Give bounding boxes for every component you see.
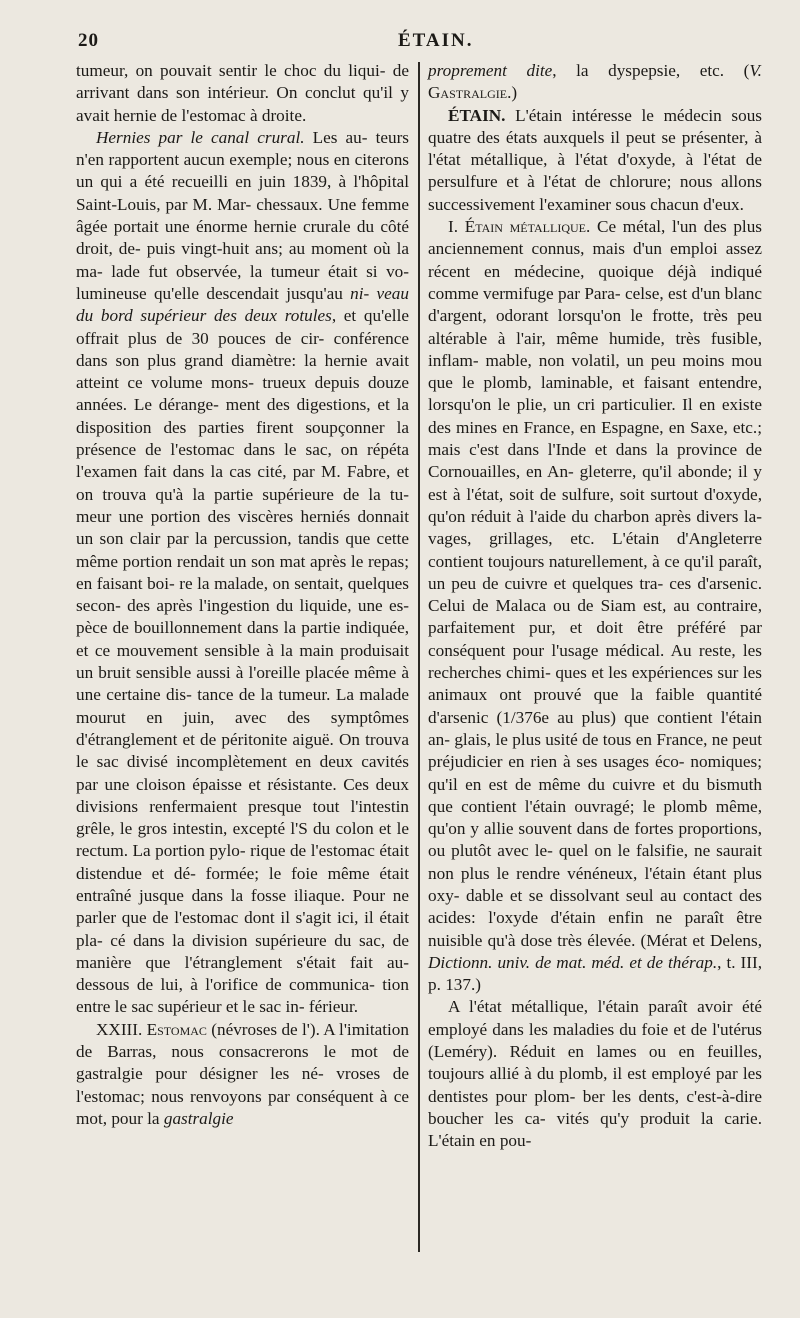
paragraph-hernie-droite-end: tumeur, on pouvait sentir le choc du liqui- de arrivant dans son intérieur. On conclut qu'il y avait hernie de l'estomac à droite.: [76, 61, 409, 125]
paragraph-hernies-crural: Hernies par le canal crural. Les au- teurs n'en rapportent aucun exemple; nous en citerons un qui a été recueilli en juin 1839, à l'hôpital Saint-Louis, par M. Mar- chessaux. Une femme âgée portait une énorme hernie crurale du côté droit, de- puis vingt-huit ans; au moment où la ma- lade fut observée, la tumeur était si vo- lumineuse qu'elle descendait jusqu'au ni- veau du bord supérieur des deux rotules, et qu'elle offrait plus de 30 pouces de cir- conférence dans son plus grand diamètre: la hernie avait atteint ce volume mons- trueux depuis douze années. Le dérange- ment des digestions, et la disposition des parties firent soupçonner la présence de l'estomac dans le sac, on répéta l'examen fait dans la cas cité, par M. Fabre, et on trouva qu'à la partie supérieure de la tu- meur une portion des viscères herniés donnait un son clair par la percussion, tandis que cette même portion rendait un son mat après le repas; en faisant boi- re la malade, on sentait, quelques secon- des après l'ingestion du liquide, une es- pèce de bouillonnement dans la partie indiquée, et ce mouvement sensible à la main produisait un bruit sensible aussi à l'oreille placée même à une certaine dis- tance de la tumeur. La malade mourut en juin, avec des symptômes d'étranglement et de péritonite aiguë. On trouva le sac divisé incomplètement en deux cavités par une cloison épaisse et résistante. Ces deux divisions renfermaient presque tout l'intestin grêle, le gros intestin, excepté l'S du colon et le rectum. La portion pylo- rique de l'estomac était distendue et dé- formée; le foie même était entraîné jusque dans la fosse iliaque. Pour ne parler que de l'estomac dont il s'agit ici, il était pla- cé dans la division supérieure du sac, de manière que l'étranglement s'était fait au- dessous de lui, à l'orifice de communica- tion entre le sac supérieur et le sac in- férieur.: [76, 127, 409, 1017]
paragraph-etain-intro: ÉTAIN. L'étain intéresse le médecin sous quatre des états auxquels il peut se présenter, à l'état métallique, à l'état d'oxyde, à l'état de persulfure et à l'état de chlorure; nous allons successivement l'examiner sous chacun d'eux.: [428, 105, 762, 214]
running-head: ÉTAIN.: [398, 30, 474, 51]
paragraph-gastralgie-ref: proprement dite, la dyspepsie, etc. (V. Gastralgie.): [428, 61, 762, 103]
page-number: 20: [78, 30, 99, 51]
column-divider: [418, 62, 420, 1252]
paragraph-etat-metallique: A l'état métallique, l'étain paraît avoir été employé dans les maladies du foie et de l'utérus (Leméry). Réduit en lames ou en feuilles, toujours allié à du plomb, il est employé par les dentistes pour plom- ber les dents, c'est-à-dire boucher les ca- vités qu'y produit la carie. L'étain en pou-: [428, 997, 762, 1151]
cross-ref-gastralgie: Gastralgie: [428, 83, 508, 103]
page-header: [78, 30, 760, 58]
paragraph-etain-metallique: I. Étain métallique. Ce métal, l'un des plus anciennement connus, mais d'un emploi assez récent en médecine, quoique déjà indiqué comme vermifuge par Para- celse, est d'un blanc d'argent, odorant lorsqu'on le frotte, très peu altérable à l'air, même humide, très fusible, inflam- mable, non volatil, un peu moins mou que le plomb, laminable, et faisant entendre, lorsqu'on le plie, un cri particulier. Il en existe des mines en France, en Espagne, en Saxe, etc.; mais c'est dans l'Inde et dans la province de Cornouailles, en An- gleterre, qu'il abonde; il y est à l'état, soit de sulfure, soit surtout d'oxyde, qu'on réduit à l'aide du charbon après divers la- vages, grillages, etc. L'étain d'Angleterre contient toujours naturellement, à ce qu'il paraît, un peu de cuivre et quelques tra- ces d'arsenic. Celui de Malaca ou de Siam est, au contraire, parfaitement pur, et doit être préféré par conséquent pour l'usage médical. Au reste, les recherches chimi- ques et les expériences sur les animaux ont prouvé que la faible quantité d'arsenic (1/376e au plus) que contient l'étain an- glais, le plus usité de tous en France, ne peut préjudicier en rien à ses usages éco- nomiques; qu'il en est de même du cuivre et du bismuth que contient l'étain ouvragé; le plomb même, qu'on y allie souvent dans de fortes proportions, ou plutôt avec le- quel on le falsifie, ne saurait non plus le rendre vénéneux, l'étain étant plus oxy- dable et se dissolvant seul au contact des acides: l'oxyde d'étain enfin ne paraît être nuisible qu'à dose très élevée. (Mérat et Delens, Dictionn. univ. de mat. méd. et de thérap., t. III, p. 137.): [428, 217, 762, 995]
citation-title: Dictionn. univ. de mat. méd. et de thérap.: [428, 952, 718, 972]
italic-term-gastralgie: gastralgie: [163, 1108, 234, 1128]
entry-term-estomac: Estomac: [146, 1019, 207, 1039]
subheading-etain-metallique: Étain métallique: [464, 217, 586, 237]
section-heading-hernies-crural: Hernies par le canal crural.: [96, 127, 305, 147]
paragraph-estomac-nevroses: XXIII. Estomac (névroses de l'). A l'imitation de Barras, nous consacrerons le mot de gastralgie pour désigner les né- vroses de l'estomac; nous renvoyons par conséquent à ce mot, pour la gastralgie: [76, 1019, 409, 1128]
right-column: [428, 60, 762, 1153]
left-column: [76, 60, 409, 1130]
entry-heading-etain: ÉTAIN.: [448, 105, 506, 125]
italic-phrase: ni- veau du bord supérieur des deux rotules: [76, 283, 409, 326]
